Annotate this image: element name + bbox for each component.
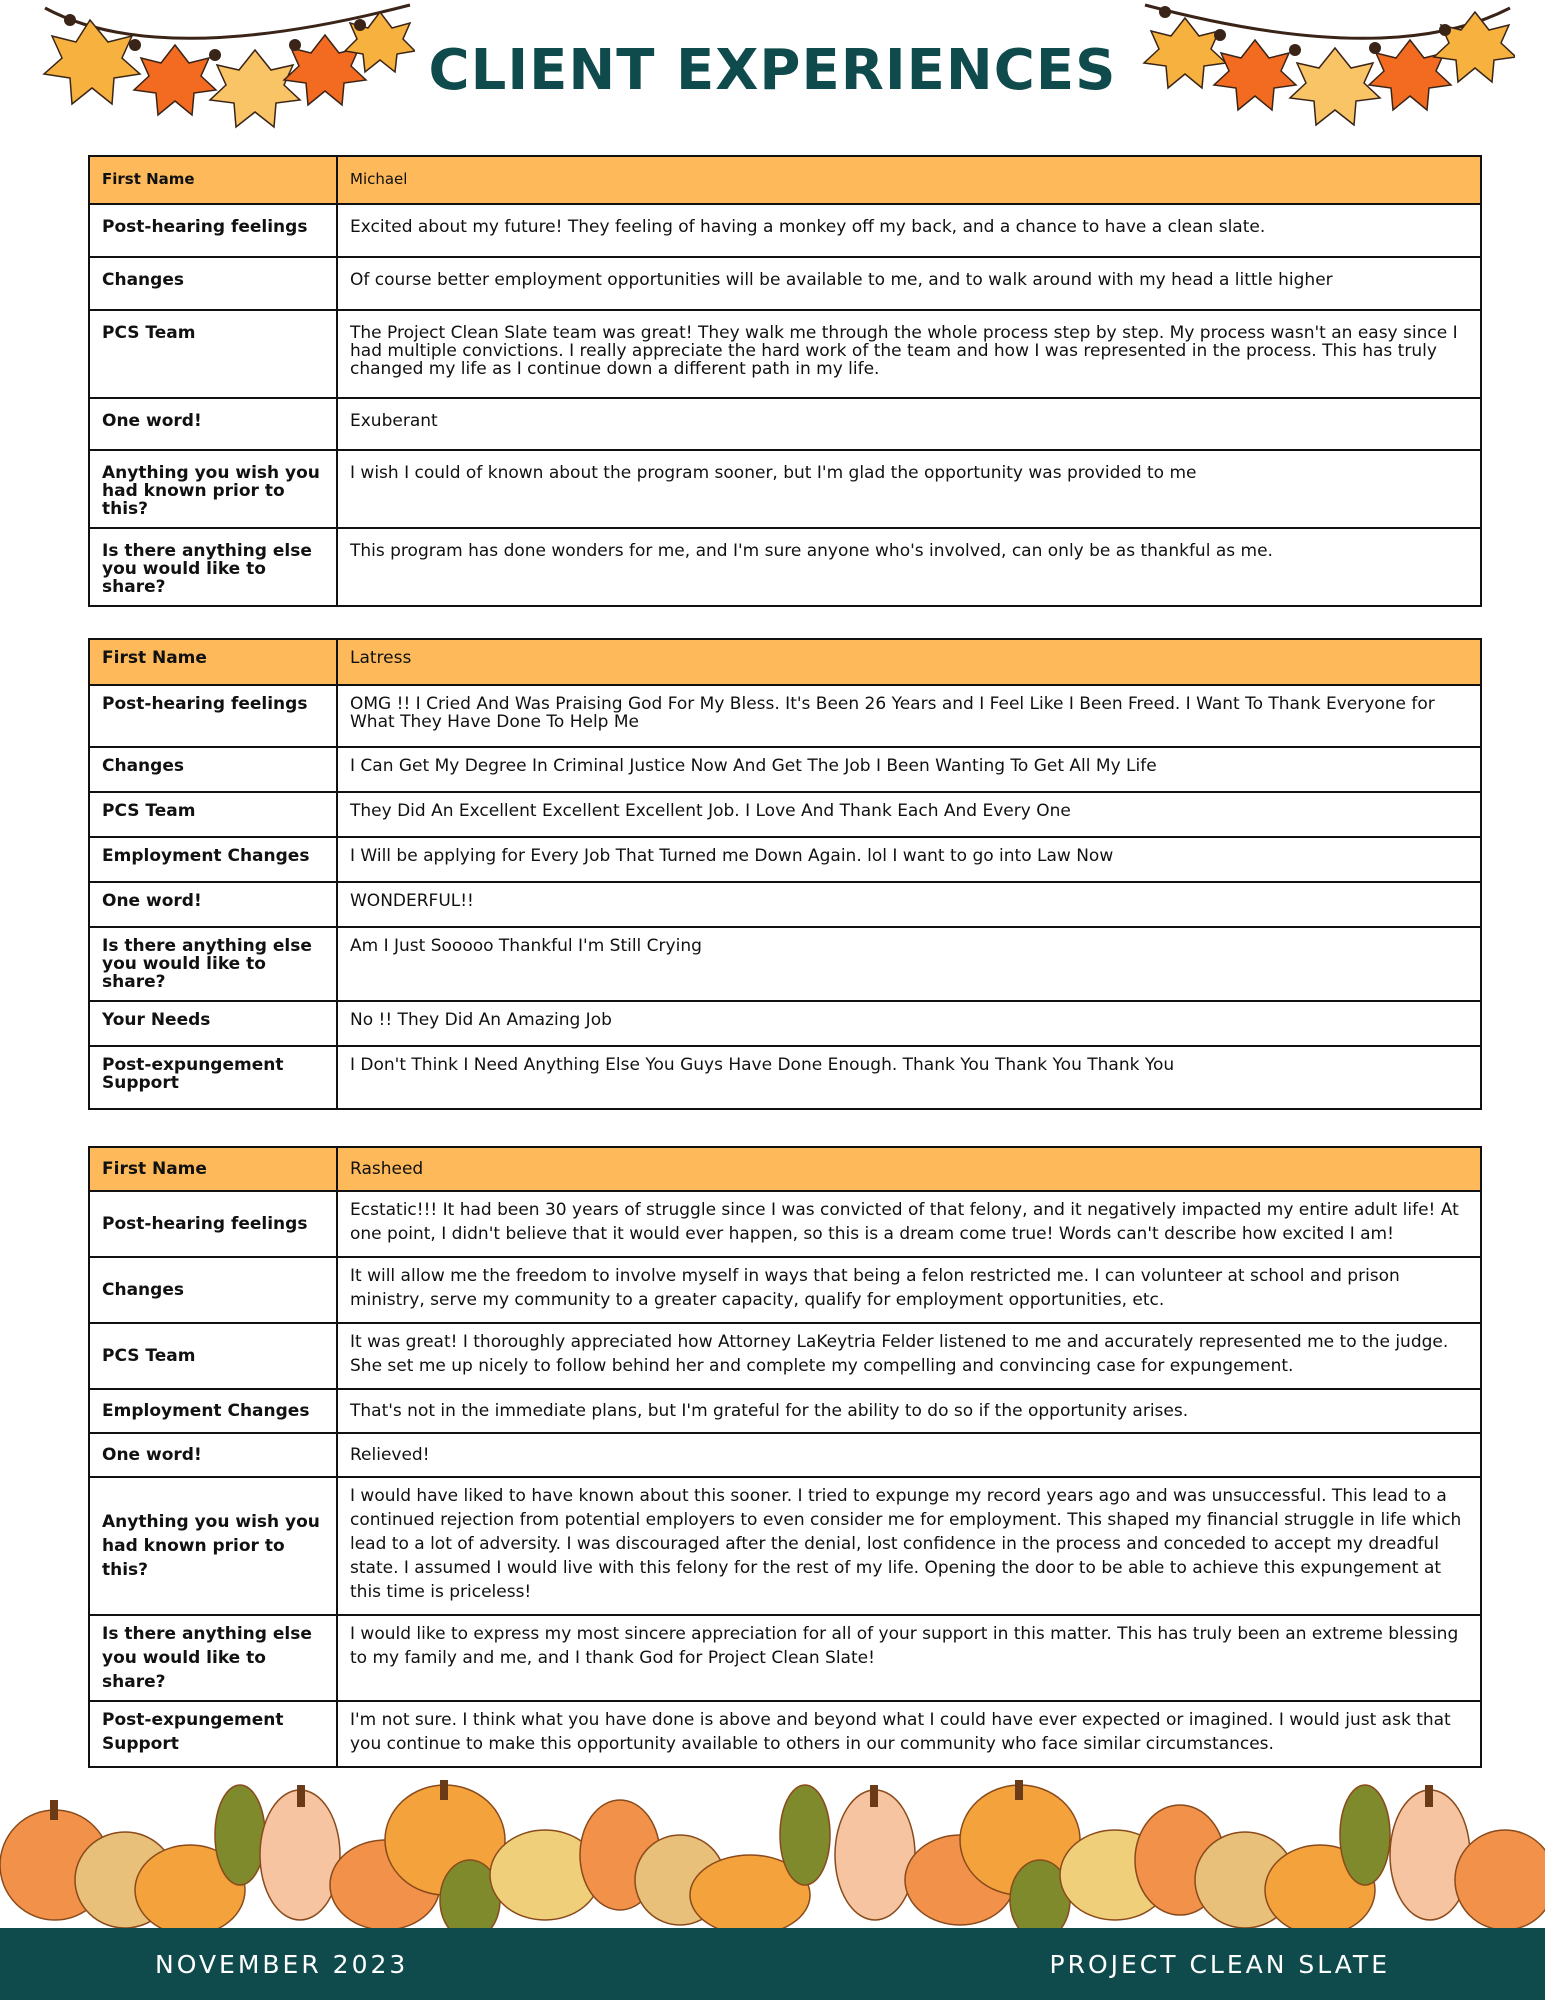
field-label: Employment Changes: [89, 837, 337, 882]
field-label: Is there anything else you would like to share?: [89, 528, 337, 606]
field-label: Post-hearing feelings: [89, 204, 337, 257]
field-label: Post-hearing feelings: [89, 1191, 337, 1257]
table-row: [89, 257, 1481, 310]
table-row: [89, 1389, 1481, 1433]
field-value: I Will be applying for Every Job That Turned me Down Again. lol I want to go into Law Now: [337, 837, 1481, 882]
table-row: [89, 1323, 1481, 1389]
field-label: Employment Changes: [89, 1389, 337, 1433]
page-title: CLIENT EXPERIENCES: [428, 38, 1117, 103]
table-row: [89, 1477, 1481, 1615]
field-value: This program has done wonders for me, and I'm sure anyone who's involved, can only be as thankful as me.: [337, 528, 1481, 606]
field-label: Your Needs: [89, 1001, 337, 1046]
field-label: Changes: [89, 747, 337, 792]
field-label: One word!: [89, 398, 337, 450]
table-row: [89, 837, 1481, 882]
table-row: [89, 1001, 1481, 1046]
field-value: Exuberant: [337, 398, 1481, 450]
field-value: I'm not sure. I think what you have done is above and beyond what I could have ever expected or imagined. I would just ask that you continue to make this opportunity available to others in our community who face similar circumstances.: [337, 1701, 1481, 1767]
field-label: Changes: [89, 1257, 337, 1323]
field-value: Rasheed: [337, 1147, 1481, 1191]
field-value: It will allow me the freedom to involve myself in ways that being a felon restricted me. I can volunteer at school and prison ministry, serve my community to a greater capacity, qualify for employment opportunities, etc.: [337, 1257, 1481, 1323]
field-value: WONDERFUL!!: [337, 882, 1481, 927]
field-label: PCS Team: [89, 792, 337, 837]
field-value: The Project Clean Slate team was great! They walk me through the whole process step by step. My process wasn't an easy since I had multiple convictions. I really appreciate the hard work of the team and how I was represented in the process. This has truly changed my life as I continue down a different path in my life.: [337, 310, 1481, 398]
table-row: [89, 156, 1481, 204]
table-row: [89, 1046, 1481, 1109]
table-row: [89, 204, 1481, 257]
field-value: I wish I could of known about the program sooner, but I'm glad the opportunity was provided to me: [337, 450, 1481, 528]
table-row: [89, 747, 1481, 792]
field-value: Excited about my future! They feeling of having a monkey off my back, and a chance to have a clean slate.: [337, 204, 1481, 257]
field-value: I would have liked to have known about this sooner. I tried to expunge my record years ago and was unsuccessful. This lead to a continued rejection from potential employers to even consider me for employment. This shaped my financial struggle in life which lead to a lot of adversity. I was discouraged after the denial, lost confidence in the process and conceded to accept my dreadful state. I assumed I would live with this felony for the rest of my life. Opening the door to be able to achieve this expungement at this time is priceless!: [337, 1477, 1481, 1615]
table-row: [89, 882, 1481, 927]
field-label: PCS Team: [89, 1323, 337, 1389]
field-label: Post-hearing feelings: [89, 685, 337, 747]
field-label: One word!: [89, 882, 337, 927]
table-row: [89, 528, 1481, 606]
table-row: [89, 1615, 1481, 1701]
table-row: [89, 1257, 1481, 1323]
pumpkin-border-icon: [0, 1770, 1545, 1930]
field-label: Is there anything else you would like to share?: [89, 1615, 337, 1701]
testimonial-table-michael: [88, 155, 1482, 607]
field-value: They Did An Excellent Excellent Excellent Job. I Love And Thank Each And Every One: [337, 792, 1481, 837]
field-label: Changes: [89, 257, 337, 310]
field-value: It was great! I thoroughly appreciated how Attorney LaKeytria Felder listened to me and accurately represented me to the judge. She set me up nicely to follow behind her and complete my compelling and convincing case for expungement.: [337, 1323, 1481, 1389]
table-row: [89, 398, 1481, 450]
field-value: Latress: [337, 639, 1481, 685]
footer-org: PROJECT CLEAN SLATE: [1049, 1950, 1390, 1979]
table-row: [89, 685, 1481, 747]
table-row: [89, 1433, 1481, 1477]
table-row: [89, 1701, 1481, 1767]
field-label: First Name: [89, 1147, 337, 1191]
testimonial-table-rasheed: [88, 1146, 1482, 1768]
field-label: Post-expungement Support: [89, 1701, 337, 1767]
field-value: Relieved!: [337, 1433, 1481, 1477]
field-label: PCS Team: [89, 310, 337, 398]
field-value: No !! They Did An Amazing Job: [337, 1001, 1481, 1046]
table-row: [89, 1191, 1481, 1257]
field-value: Am I Just Sooooo Thankful I'm Still Crying: [337, 927, 1481, 1001]
field-label: Is there anything else you would like to share?: [89, 927, 337, 1001]
footer-date: NOVEMBER 2023: [155, 1950, 409, 1979]
field-value: I would like to express my most sincere appreciation for all of your support in this matter. This has truly been an extreme blessing to my family and me, and I thank God for Project Clean Slate!: [337, 1615, 1481, 1701]
testimonial-table-latress: [88, 638, 1482, 1110]
footer-bar: [0, 1928, 1545, 2000]
table-row: [89, 310, 1481, 398]
field-label: Post-expungement Support: [89, 1046, 337, 1109]
field-value: Of course better employment opportunities will be available to me, and to walk around with my head a little higher: [337, 257, 1481, 310]
field-label: First Name: [89, 639, 337, 685]
field-value: I Can Get My Degree In Criminal Justice Now And Get The Job I Been Wanting To Get All My Life: [337, 747, 1481, 792]
table-row: [89, 927, 1481, 1001]
table-row: [89, 792, 1481, 837]
field-label: First Name: [89, 156, 337, 204]
field-value: That's not in the immediate plans, but I'm grateful for the ability to do so if the opportunity arises.: [337, 1389, 1481, 1433]
field-label: Anything you wish you had known prior to this?: [89, 450, 337, 528]
table-row: [89, 450, 1481, 528]
field-value: Ecstatic!!! It had been 30 years of struggle since I was convicted of that felony, and it negatively impacted my entire adult life! At one point, I didn't believe that it would ever happen, so this is a dream come true! Words can't describe how excited I am!: [337, 1191, 1481, 1257]
field-value: Michael: [337, 156, 1481, 204]
field-label: One word!: [89, 1433, 337, 1477]
table-row: [89, 1147, 1481, 1191]
field-value: I Don't Think I Need Anything Else You Guys Have Done Enough. Thank You Thank You Thank You: [337, 1046, 1481, 1109]
table-row: [89, 639, 1481, 685]
field-value: OMG !! I Cried And Was Praising God For My Bless. It's Been 26 Years and I Feel Like I Been Freed. I Want To Thank Everyone for What They Have Done To Help Me: [337, 685, 1481, 747]
field-label: Anything you wish you had known prior to this?: [89, 1477, 337, 1615]
